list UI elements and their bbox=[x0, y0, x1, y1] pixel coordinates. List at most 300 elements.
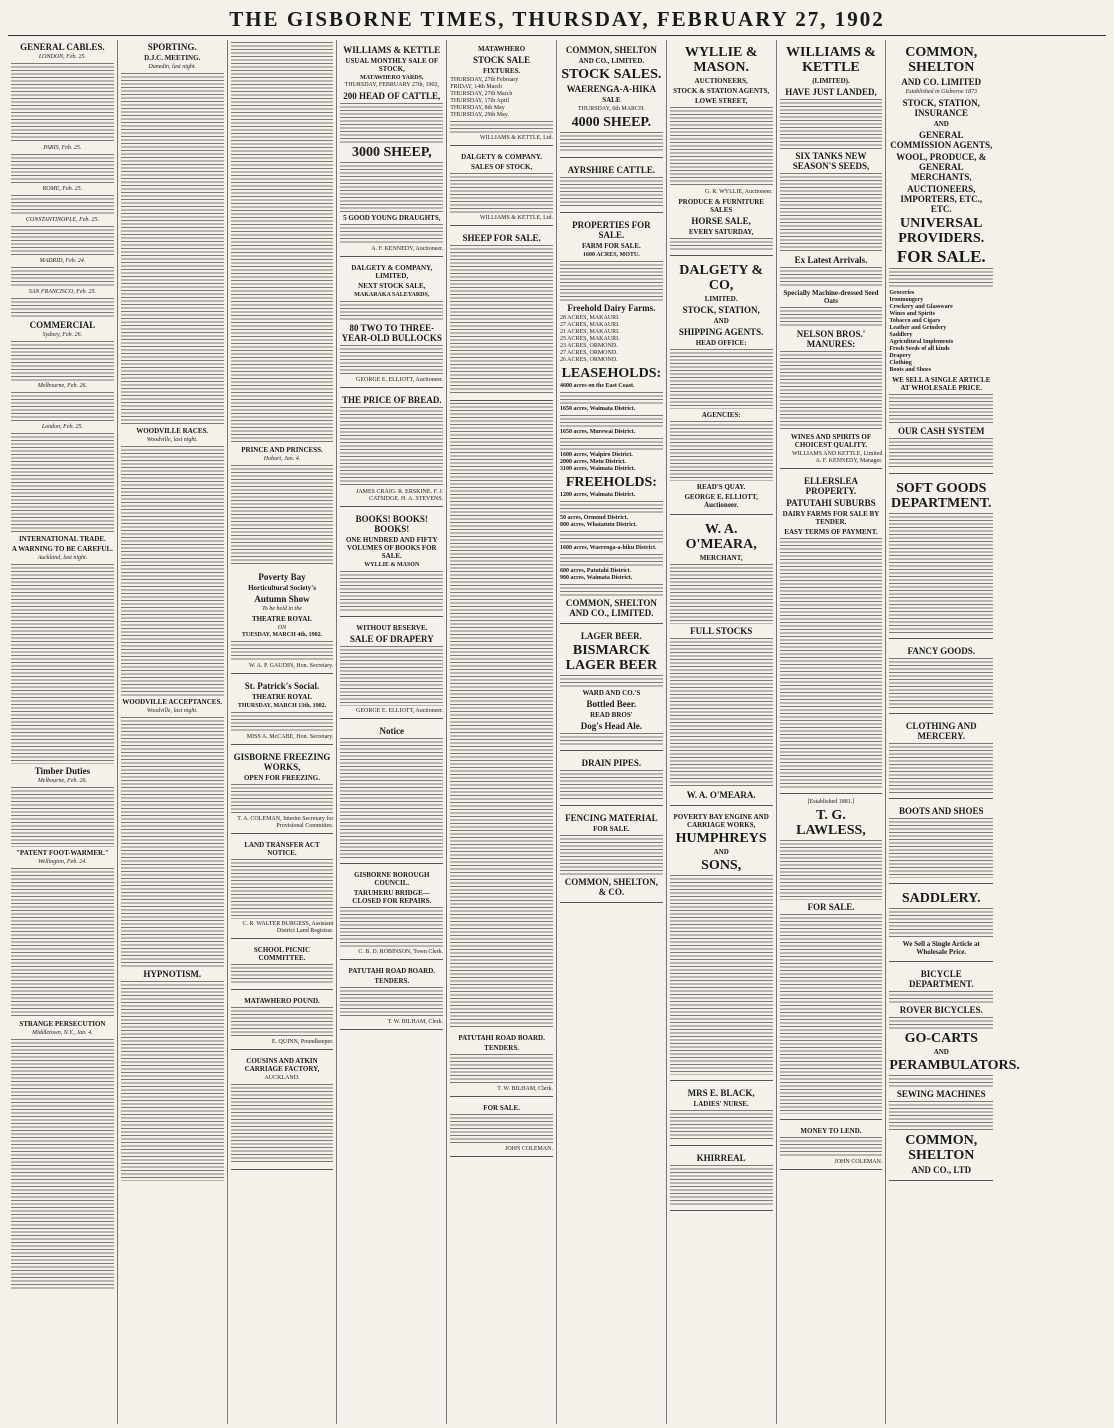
ad-title: FENCING MATERIAL bbox=[565, 813, 658, 823]
article-text bbox=[121, 446, 224, 696]
column-3 bbox=[228, 40, 338, 1424]
list-item: Fresh Seeds of all kinds bbox=[889, 346, 950, 352]
ad-text bbox=[780, 173, 883, 253]
ad-title: GISBORNE FREEZING WORKS, bbox=[233, 752, 331, 772]
heading-strange-persecution: STRANGE PERSECUTION bbox=[19, 1020, 106, 1028]
heading-hypnotism: HYPNOTISM. bbox=[143, 969, 202, 979]
list-item: Crockery and Glassware bbox=[889, 304, 953, 310]
ad-omeara bbox=[670, 517, 773, 806]
ad-text bbox=[889, 1075, 993, 1087]
article-text bbox=[11, 787, 114, 847]
ad-text bbox=[231, 641, 334, 661]
list-item-text bbox=[560, 501, 663, 513]
ad-text bbox=[450, 121, 553, 133]
ad-title: HAVE JUST LANDED, bbox=[785, 87, 877, 97]
ad-signature: G. R. WYLLIE, Auctioneer. bbox=[704, 189, 773, 195]
ad-title: LAGER BEER. bbox=[580, 631, 642, 641]
ad-line: AGENCIES: bbox=[701, 411, 741, 419]
list-item: 1650 acres, Murewai District. bbox=[559, 429, 636, 435]
article-text bbox=[11, 195, 114, 215]
ad-text bbox=[670, 238, 773, 250]
ad-text bbox=[670, 564, 773, 624]
ad-venue: WAERENGA-A-HIKA bbox=[566, 84, 657, 94]
ad-borough-council bbox=[340, 866, 443, 960]
ad-common-shelton-universal bbox=[889, 40, 993, 474]
ad-title: DALGETY & COMPANY, LIMITED, bbox=[351, 264, 433, 280]
dateline: ROME, Feb. 25. bbox=[42, 186, 83, 192]
article-text bbox=[121, 717, 224, 967]
article-text bbox=[11, 267, 114, 287]
list-item: Saddlery bbox=[889, 332, 913, 338]
ad-subtitle: OPEN FOR FREEZING. bbox=[243, 774, 321, 782]
ad-title: BISMARCK LAGER BEER bbox=[565, 643, 658, 673]
goods-list bbox=[889, 290, 993, 374]
ad-text bbox=[340, 407, 443, 487]
ad-line: SALE bbox=[602, 96, 621, 104]
ad-text bbox=[340, 987, 443, 1017]
ad-money-to-lend bbox=[780, 1122, 883, 1170]
article-text bbox=[231, 42, 334, 292]
column-6 bbox=[557, 40, 667, 1424]
ad-ladies-nurse bbox=[670, 1083, 773, 1146]
ad-williams-kettle-stock-sale bbox=[340, 40, 443, 257]
ad-venue: THEATRE ROYAL bbox=[251, 693, 313, 701]
ad-text bbox=[670, 1110, 773, 1140]
ad-line: READ'S QUAY. bbox=[696, 483, 746, 491]
ad-text bbox=[670, 421, 773, 481]
list-item: THURSDAY, 8th May bbox=[450, 105, 505, 111]
ad-text bbox=[670, 1165, 773, 1205]
dateline: Middletown, N.Y., Jan. 4. bbox=[32, 1030, 93, 1036]
ad-title: LAND TRANSFER ACT NOTICE. bbox=[244, 841, 320, 857]
ad-line: NELSON BROS.' MANURES: bbox=[796, 329, 866, 349]
ad-title: PATUTAHI ROAD BOARD. bbox=[348, 967, 436, 975]
ad-line: WOOL, PRODUCE, & GENERAL MERCHANTS, bbox=[896, 152, 987, 182]
ad-text bbox=[560, 733, 663, 745]
freehold-list bbox=[560, 492, 663, 582]
column-9 bbox=[886, 40, 1020, 1424]
ad-text bbox=[889, 438, 993, 468]
heading-sporting: SPORTING. bbox=[147, 42, 197, 52]
article-text bbox=[231, 294, 334, 444]
ad-line: PRODUCE & FURNITURE SALES bbox=[678, 198, 764, 214]
article-text bbox=[11, 1039, 114, 1289]
ad-ayrshire-cattle bbox=[560, 160, 663, 213]
ad-carriage-factory bbox=[231, 1052, 334, 1170]
ad-title: DALGETY & COMPANY. bbox=[461, 153, 542, 161]
ad-title: DALGETY & CO, bbox=[679, 263, 764, 293]
ad-signature: T. W. BILHAM, Clerk. bbox=[497, 1086, 553, 1092]
ad-text bbox=[780, 99, 883, 149]
article-text bbox=[11, 298, 114, 318]
ad-title: COMMON, SHELTON bbox=[565, 45, 657, 55]
ad-title: WILLIAMS & KETTLE bbox=[786, 45, 876, 75]
ad-subtitle: TARUHERU BRIDGE—CLOSED FOR REPAIRS. bbox=[352, 889, 432, 905]
ad-line: 80 TWO TO THREE-YEAR-OLD BULLOCKS bbox=[341, 323, 442, 343]
ad-title: PATUTAHI ROAD BOARD. bbox=[458, 1034, 545, 1042]
ad-signature: JOHN COLEMAN. bbox=[504, 1146, 553, 1152]
ad-text bbox=[231, 784, 334, 814]
ad-subtitle: FOR SALE. bbox=[593, 825, 630, 833]
ad-text bbox=[340, 162, 443, 212]
ad-subtitle: Freehold Dairy Farms. bbox=[567, 303, 656, 313]
ad-line: AUCKLAND. bbox=[264, 1075, 300, 1081]
ad-subtitle: LOWE STREET, bbox=[694, 97, 748, 105]
list-item: 28 ACRES, MAKAURI. bbox=[559, 315, 620, 321]
ad-subtitle: FREEHOLDS: bbox=[565, 475, 657, 490]
ad-text bbox=[450, 1114, 553, 1144]
ad-text bbox=[560, 770, 663, 800]
list-item: 27 ACRES, ORMOND. bbox=[559, 350, 618, 356]
ad-title: WILLIAMS & KETTLE bbox=[343, 45, 441, 55]
column-8 bbox=[777, 40, 887, 1424]
ad-subtitle: LADIES' NURSE. bbox=[693, 1100, 749, 1108]
ad-title: BOOTS AND SHOES bbox=[899, 806, 984, 816]
ad-notice bbox=[340, 721, 443, 864]
ad-text bbox=[231, 1084, 334, 1164]
ad-subtitle: AND CO. LIMITED bbox=[901, 77, 982, 87]
ad-subtitle: TENDERS. bbox=[374, 977, 410, 985]
column-7 bbox=[667, 40, 777, 1424]
heading-warning: A WARNING TO BE CAREFUL. bbox=[11, 545, 113, 553]
ad-subtitle: FIXTURES. bbox=[483, 67, 521, 75]
ad-text bbox=[889, 658, 993, 708]
list-item-text bbox=[560, 438, 663, 450]
ad-lager-beer bbox=[560, 626, 663, 751]
ad-date: THURSDAY, 6th MARCH. bbox=[577, 106, 645, 112]
ad-patutahi-road-board bbox=[340, 962, 443, 1030]
article-text bbox=[11, 226, 114, 256]
masthead: THE GISBORNE TIMES, THURSDAY, FEBRUARY 27, 1902 bbox=[8, 6, 1106, 36]
ad-for-sale bbox=[450, 1099, 553, 1157]
ad-line: HORSE SALE, bbox=[691, 216, 751, 226]
ad-title: MRS E. BLACK, bbox=[687, 1088, 755, 1098]
ad-title: SHEEP FOR SALE. bbox=[462, 233, 541, 243]
ad-text bbox=[889, 394, 993, 424]
ad-subtitle: ONE HUNDRED AND FIFTY VOLUMES OF BOOKS FOR SALE. bbox=[345, 536, 438, 560]
list-item: 1600 acres, Waerenga-a-hiku District. bbox=[559, 545, 657, 551]
list-item: 27 ACRES, MAKAURI. bbox=[559, 322, 620, 328]
ad-wyllie-mason bbox=[670, 40, 773, 256]
ad-subtitle: LEASEHOLDS: bbox=[561, 366, 662, 381]
ad-line: 200 HEAD OF CATTLE, bbox=[343, 91, 441, 101]
ad-books bbox=[340, 509, 443, 617]
column-2 bbox=[118, 40, 228, 1424]
ad-text bbox=[889, 908, 993, 938]
list-item: 800 acres, Whatatutu District. bbox=[559, 522, 637, 528]
ad-signature: A. F. KENNEDY, Manager. bbox=[815, 458, 883, 464]
column-1 bbox=[8, 40, 118, 1424]
ad-bicycles bbox=[889, 964, 1020, 1181]
ad-title: KHIRREAL bbox=[696, 1153, 746, 1163]
ad-signature: MISS A. McCABE, Hon. Secretary. bbox=[246, 734, 334, 740]
ad-line: 3000 SHEEP, bbox=[351, 145, 432, 160]
heading-woodville-acceptances: WOODVILLE ACCEPTANCES. bbox=[122, 698, 223, 706]
ad-signature: C. B. D. ROBINSON, Town Clerk. bbox=[358, 949, 444, 955]
list-item: Tobacco and Cigars bbox=[889, 318, 941, 324]
ad-subtitle: SALES OF STOCK, bbox=[470, 163, 533, 171]
ad-title: SCHOOL PICNIC COMMITTEE. bbox=[253, 946, 311, 962]
ad-subtitle: USUAL MONTHLY SALE OF STOCK, bbox=[345, 57, 439, 73]
ad-title: SONS, bbox=[701, 858, 742, 873]
ad-title: STOCK SALES. bbox=[561, 67, 662, 82]
ad-signature: WILLIAMS AND KETTLE, Limited bbox=[792, 451, 883, 457]
ad-text bbox=[889, 991, 993, 1003]
ad-text bbox=[340, 345, 443, 375]
list-item: Boots and Shoes bbox=[889, 367, 932, 373]
ad-text bbox=[340, 224, 443, 244]
ad-title: MONEY TO LEND. bbox=[800, 1127, 862, 1135]
ad-text bbox=[560, 177, 663, 207]
leasehold-list bbox=[560, 383, 663, 473]
heading-patent-foot-warmer: "PATENT FOOT-WARMER." bbox=[16, 849, 109, 857]
classified-ads bbox=[450, 403, 553, 653]
ad-title: PERAMBULATORS. bbox=[889, 1058, 1020, 1073]
ad-subtitle: NEXT STOCK SALE, bbox=[358, 282, 426, 290]
list-item: 4600 acres on the East Coast. bbox=[559, 383, 635, 389]
heading-timber-duties: Timber Duties bbox=[34, 766, 91, 776]
list-item: 23 ACRES, ORMOND. bbox=[559, 343, 618, 349]
ad-dalgety-stock-sale bbox=[340, 259, 443, 388]
list-item: 1650 acres, Waimata District. bbox=[559, 406, 636, 412]
ad-line: WYLLIE & MASON bbox=[364, 562, 420, 568]
ad-text bbox=[560, 132, 663, 152]
heading-commercial: COMMERCIAL bbox=[29, 320, 96, 330]
ad-text bbox=[450, 173, 553, 213]
list-item: Groceries bbox=[889, 290, 915, 296]
ad-title: COMMON, SHELTON bbox=[905, 45, 978, 75]
ad-title: FANCY GOODS. bbox=[907, 646, 976, 656]
ad-fencing-material bbox=[560, 808, 663, 903]
ad-price-of-bread bbox=[340, 390, 443, 507]
ad-signature: W. A. P. GAUDIN, Hon. Secretary. bbox=[248, 663, 334, 669]
list-item: Clothing bbox=[889, 360, 912, 366]
ad-subtitle: DAIRY FARMS FOR SALE BY TENDER. bbox=[782, 510, 880, 526]
ad-title: COUSINS AND ATKIN CARRIAGE FACTORY, bbox=[244, 1057, 320, 1073]
ad-title: W. A. O'MEARA, bbox=[685, 522, 757, 552]
ad-ellerslea-property bbox=[780, 471, 883, 794]
ad-venue: MATAWHERO YARDS, bbox=[360, 75, 424, 81]
ad-line: GENERAL COMMISSION AGENTS, bbox=[890, 130, 993, 150]
dateline: Sydney, Feb. 26. bbox=[42, 332, 83, 338]
list-item: Leather and Grindery bbox=[889, 325, 947, 331]
ad-line: SEWING MACHINES bbox=[896, 1089, 986, 1099]
list-item-text bbox=[560, 415, 663, 427]
ad-subtitle: AUCTIONEERS, bbox=[694, 77, 748, 85]
ad-signature: WILLIAMS & KETTLE, Ltd. bbox=[479, 135, 553, 141]
ad-text bbox=[560, 261, 663, 301]
ad-title: THE PRICE OF BREAD. bbox=[341, 395, 442, 405]
ad-text bbox=[780, 1137, 883, 1157]
ad-subtitle: STOCK & STATION AGENTS, bbox=[673, 87, 770, 95]
ad-soft-goods bbox=[889, 476, 993, 639]
ad-title: WYLLIE & MASON. bbox=[684, 45, 758, 75]
ad-text bbox=[670, 349, 773, 409]
ad-line: OUR CASH SYSTEM bbox=[898, 426, 985, 436]
ad-boots-shoes bbox=[889, 801, 993, 884]
ad-title: MATAWHERO POUND. bbox=[244, 997, 320, 1005]
ad-signature: C. R. WALTER BURGESS, Assistant District Land Registrar. bbox=[242, 921, 334, 934]
ad-signature: WILLIAMS & KETTLE, Ltd. bbox=[479, 215, 553, 221]
list-item: Agricultural Implements bbox=[889, 339, 954, 345]
ad-line: WINES AND SPIRITS OF CHOICEST QUALITY. bbox=[790, 433, 872, 449]
ad-st-patricks-social bbox=[231, 676, 334, 745]
article-text bbox=[11, 154, 114, 184]
ad-title: POVERTY BAY ENGINE AND CARRIAGE WORKS, bbox=[673, 813, 769, 829]
dateline: Woodville, last night. bbox=[146, 437, 198, 443]
list-item: THURSDAY, 27th February bbox=[450, 77, 519, 83]
ad-line: 4000 SHEEP. bbox=[571, 115, 652, 130]
ad-title: AYRSHIRE CATTLE. bbox=[567, 165, 656, 175]
ad-title: SOFT GOODS DEPARTMENT. bbox=[891, 481, 992, 511]
ad-dalgety-sales bbox=[450, 148, 553, 226]
list-item-text bbox=[560, 554, 663, 566]
ad-signature: W. A. O'MEARA. bbox=[686, 790, 756, 800]
list-item: THURSDAY, 17th April bbox=[450, 98, 510, 104]
ad-freezing-works bbox=[231, 747, 334, 834]
ad-text bbox=[450, 1054, 553, 1084]
dateline: CONSTANTINOPLE, Feb. 25. bbox=[25, 217, 99, 223]
ad-date: THURSDAY, MARCH 13th, 1902. bbox=[237, 703, 327, 709]
heading-djc-meeting: D.J.C. MEETING. bbox=[144, 54, 201, 62]
ad-subtitle: TENDERS. bbox=[484, 1044, 519, 1052]
ad-line: READ BROS' bbox=[590, 711, 633, 719]
heading-woodville-races: WOODVILLE RACES. bbox=[136, 427, 209, 435]
ad-signature: GEORGE E. ELLIOTT, Auctioneer. bbox=[355, 377, 444, 383]
ad-khirreal bbox=[670, 1148, 773, 1211]
ad-line: STOCK, STATION, INSURANCE bbox=[902, 98, 980, 118]
ad-title: PROPERTIES FOR SALE. bbox=[572, 220, 651, 240]
ad-date: THURSDAY, FEBRUARY 27th, 1902, bbox=[344, 82, 440, 88]
classified-ads bbox=[450, 655, 553, 905]
list-item: 26 ACRES, ORMOND. bbox=[559, 357, 618, 363]
ad-venue: MAKARAKA SALEYARDS, bbox=[354, 292, 430, 298]
ad-title: FOR SALE. bbox=[896, 247, 986, 266]
list-item: 600 acres, Patutahi District. bbox=[559, 568, 632, 574]
ad-title: BICYCLE DEPARTMENT. bbox=[908, 969, 974, 989]
ad-line: STOCK, STATION, bbox=[682, 305, 760, 315]
ad-line: SHIPPING AGENTS. bbox=[678, 327, 764, 337]
ad-clothing bbox=[889, 716, 993, 799]
ad-venue: THEATRE ROYAL bbox=[251, 615, 313, 623]
ad-subtitle: (LIMITED). bbox=[812, 77, 850, 85]
ad-line: AND bbox=[713, 317, 729, 325]
list-item: Ironmongery bbox=[889, 297, 924, 303]
list-item: Drapery bbox=[889, 353, 912, 359]
ad-line: WARD AND CO.'S bbox=[582, 689, 641, 697]
ad-properties bbox=[560, 215, 663, 624]
ad-title: WITHOUT RESERVE. bbox=[356, 624, 428, 632]
ad-text bbox=[780, 267, 883, 287]
ad-lawless bbox=[780, 796, 883, 1120]
ad-line: Bottled Beer. bbox=[586, 699, 637, 709]
ad-text bbox=[889, 818, 993, 878]
ad-signature: GEORGE E. ELLIOTT, Auctioneer. bbox=[355, 708, 444, 714]
dateline: Dunedin, last night. bbox=[148, 64, 197, 70]
ad-title: UNIVERSAL PROVIDERS. bbox=[898, 216, 985, 246]
heading-international-trade: INTERNATIONAL TRADE. bbox=[18, 535, 106, 543]
ad-text bbox=[780, 351, 883, 431]
ad-title: MATAWHERO bbox=[477, 45, 526, 53]
ad-title: ELLERSLEA PROPERTY. bbox=[803, 476, 858, 496]
ad-line: 1600 ACRES, MOTU. bbox=[583, 252, 640, 258]
article-text bbox=[11, 63, 114, 143]
ad-text bbox=[340, 571, 443, 611]
ad-line: FULL STOCKS bbox=[690, 626, 753, 636]
ad-dalgety-co bbox=[670, 258, 773, 515]
article-text bbox=[11, 392, 114, 422]
ad-text bbox=[450, 245, 553, 395]
ad-title: Poverty Bay bbox=[258, 572, 306, 582]
ad-text bbox=[889, 513, 993, 633]
ad-line: ON bbox=[277, 625, 287, 631]
ad-title: FOR SALE. bbox=[483, 1104, 520, 1112]
article-text bbox=[11, 341, 114, 381]
ad-line: Established in Gisborne 1873 bbox=[905, 89, 978, 95]
dateline: PARIS, Feb. 25. bbox=[43, 145, 82, 151]
ad-text bbox=[889, 268, 993, 288]
list-item-text bbox=[560, 392, 663, 404]
ad-text bbox=[670, 107, 773, 187]
ad-subtitle: Horticultural Society's bbox=[248, 584, 316, 592]
ad-text bbox=[231, 859, 334, 919]
ad-williams-kettle-seeds bbox=[780, 40, 883, 469]
ad-engine-carriage-works bbox=[670, 808, 773, 1081]
ad-title: SIX TANKS NEW SEASON'S SEEDS, bbox=[792, 151, 870, 171]
ad-fancy-goods bbox=[889, 641, 993, 714]
ad-text bbox=[560, 835, 663, 875]
list-item: THURSDAY, 29th May. bbox=[450, 112, 509, 118]
ad-signature: GEORGE E. ELLIOTT, Auctioneer. bbox=[684, 493, 758, 509]
ad-signature: AND CO., LTD bbox=[911, 1165, 972, 1175]
list-item: Wines and Spirits bbox=[889, 311, 935, 317]
ad-line: Specially Machine-dressed Seed Oats bbox=[783, 289, 879, 305]
dateline: Wellington, Feb. 24. bbox=[38, 859, 87, 865]
list-item: 900 acres, Waimata District. bbox=[559, 575, 633, 581]
ad-patutahi-tenders bbox=[450, 1029, 553, 1097]
ad-title: Autumn Show bbox=[254, 594, 310, 604]
ad-text bbox=[340, 646, 443, 706]
ad-signature: COMMON, SHELTON AND CO., LIMITED. bbox=[565, 598, 657, 618]
list-item: 21 ACRES, MAKAURI. bbox=[559, 329, 620, 335]
ad-text bbox=[340, 301, 443, 321]
ad-line: Dog's Head Ale. bbox=[580, 721, 643, 731]
ad-school-picnic bbox=[231, 941, 334, 990]
ad-line: EVERY SATURDAY, bbox=[688, 228, 754, 236]
ad-title: FOR SALE. bbox=[807, 902, 855, 912]
ad-signature: A. F. KENNEDY, Auctioneer. bbox=[371, 246, 444, 252]
dateline: SAN FRANCISCO, Feb. 25. bbox=[28, 289, 97, 295]
ad-subtitle: EASY TERMS OF PAYMENT. bbox=[784, 528, 878, 536]
ad-title: SADDLERY. bbox=[901, 891, 981, 906]
ad-text bbox=[889, 743, 993, 793]
list-item-text bbox=[560, 531, 663, 543]
article-text bbox=[121, 73, 224, 323]
ad-title: T. G. LAWLESS, bbox=[796, 808, 866, 838]
classified-ads bbox=[450, 907, 553, 1027]
dateline: Melbourne, Feb. 26. bbox=[37, 778, 87, 784]
dateline: LONDON, Feb. 25. bbox=[38, 54, 86, 60]
ad-text bbox=[780, 840, 883, 900]
list-item: 25 ACRES, MAKAURI. bbox=[559, 336, 620, 342]
ad-text bbox=[560, 675, 663, 687]
ad-land-transfer bbox=[231, 836, 334, 939]
ad-text bbox=[780, 914, 883, 1114]
ad-signature: JAMES CRAIG. R. ERSKINE. F. J. CATSIDGE. H. A. STEVENS. bbox=[355, 489, 444, 502]
dateline: Hobart, Jan. 4. bbox=[263, 456, 301, 462]
ad-line: HEAD OFFICE: bbox=[695, 339, 747, 347]
article-text bbox=[121, 325, 224, 425]
